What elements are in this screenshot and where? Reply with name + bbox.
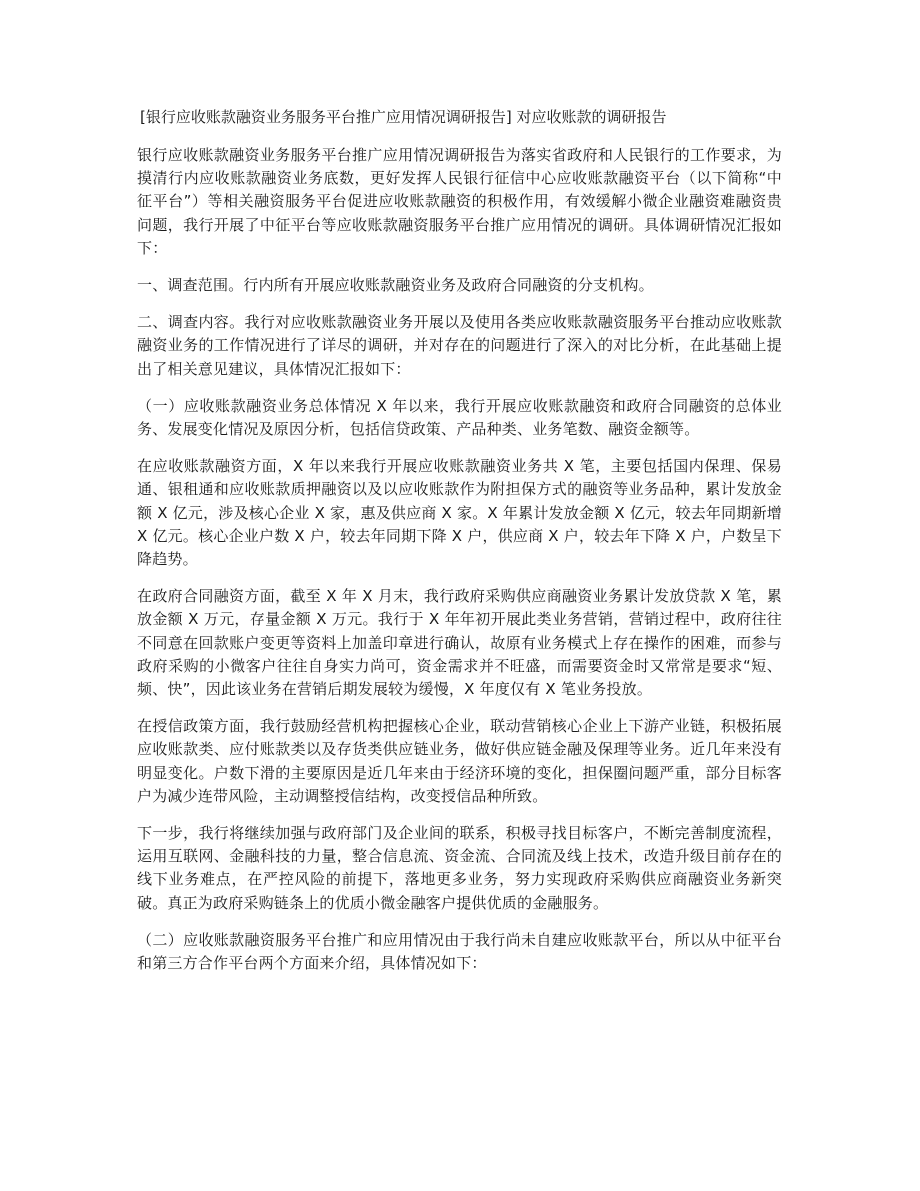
- paragraph-next-steps: 下一步，我行将继续加强与政府部门及企业间的联系，积极寻找目标客户，不断完善制度流程，运用互联网、金融科技的力量，整合信息流、资金流、合同流及线上技术，改造升级目前存在的线下业务难点，在严控风险的前提下，落地更多业务，努力实现政府采购供应商融资业务新突破。真正为政府采购链条上的优质小微金融客户提供优质的金融服务。: [137, 824, 782, 912]
- paragraph-government-contracts: 在政府合同融资方面，截至 X 年 X 月末，我行政府采购供应商融资业务累计发放贷款 X 笔，累放金额 X 万元，存量金额 X 万元。我行于 X 年年初开展此类业务营销，营销过程中，政府往往不同意在回款账户变更等资料上加盖印章进行确认，故原有业务模式上存在操作的困难，而参与政府采购的小微客户往往自身实力尚可，资金需求并不旺盛，而需要资金时又常常是要求“短、频、快”，因此该业务在营销后期发展较为缓慢，X 年度仅有 X 笔业务投放。: [137, 587, 782, 699]
- paragraph-scope: 一、调查范围。行内所有开展应收账款融资业务及政府合同融资的分支机构。: [137, 276, 654, 295]
- paragraph-receivables: 在应收账款融资方面，X 年以来我行开展应收账款融资业务共 X 笔，主要包括国内保理、保易通、银租通和应收账款质押融资以及以应收账款作为附担保方式的融资等业务品种，累计发放金额 X 亿元，涉及核心企业 X 家，惠及供应商 X 家。X 年累计发放金额 X 亿元，较去年同期新增 X 亿元。核心企业户数 X 户，较去年同期下降 X 户，供应商 X 户，较去年下降 X 户，户数呈下降趋势。: [137, 457, 782, 569]
- paragraph-section-1: （一）应收账款融资业务总体情况 X 年以来，我行开展应收账款融资和政府合同融资的总体业务、发展变化情况及原因分析，包括信贷政策、产品种类、业务笔数、融资金额等。: [137, 396, 782, 439]
- paragraph-section-2: （二）应收账款融资服务平台推广和应用情况由于我行尚未自建应收账款平台，所以从中征平台和第三方合作平台两个方面来介绍，具体情况如下：: [137, 930, 782, 973]
- paragraph-content: 二、调查内容。我行对应收账款融资业务开展以及使用各类应收账款融资服务平台推动应收账款融资业务的工作情况进行了详尽的调研，并对存在的问题进行了深入的对比分析，在此基础上提出了相关意见建议，具体情况汇报如下：: [137, 313, 782, 378]
- document-title: [银行应收账款融资业务服务平台推广应用情况调研报告] 对应收账款的调研报告: [140, 108, 667, 126]
- paragraph-credit-policy: 在授信政策方面，我行鼓励经营机构把握核心企业，联动营销核心企业上下游产业链，积极拓展应收账款类、应付账款类以及存货类供应链业务，做好供应链金融及保理等业务。近几年来没有明显变化。户数下滑的主要原因是近几年来由于经济环境的变化，担保圈问题严重，部分目标客户为减少连带风险，主动调整授信结构，改变授信品种所致。: [137, 717, 782, 805]
- paragraph-intro: 银行应收账款融资业务服务平台推广应用情况调研报告为落实省政府和人民银行的工作要求，为摸清行内应收账款融资业务底数，更好发挥人民银行征信中心应收账款融资平台（以下简称“中征平台”）等相关融资服务平台促进应收账款融资的积极作用，有效缓解小微企业融资难融资贵问题，我行开展了中征平台等应收账款融资服务平台推广应用情况的调研。具体调研情况汇报如下：: [137, 146, 782, 257]
- document-body: [137, 144, 782, 989]
